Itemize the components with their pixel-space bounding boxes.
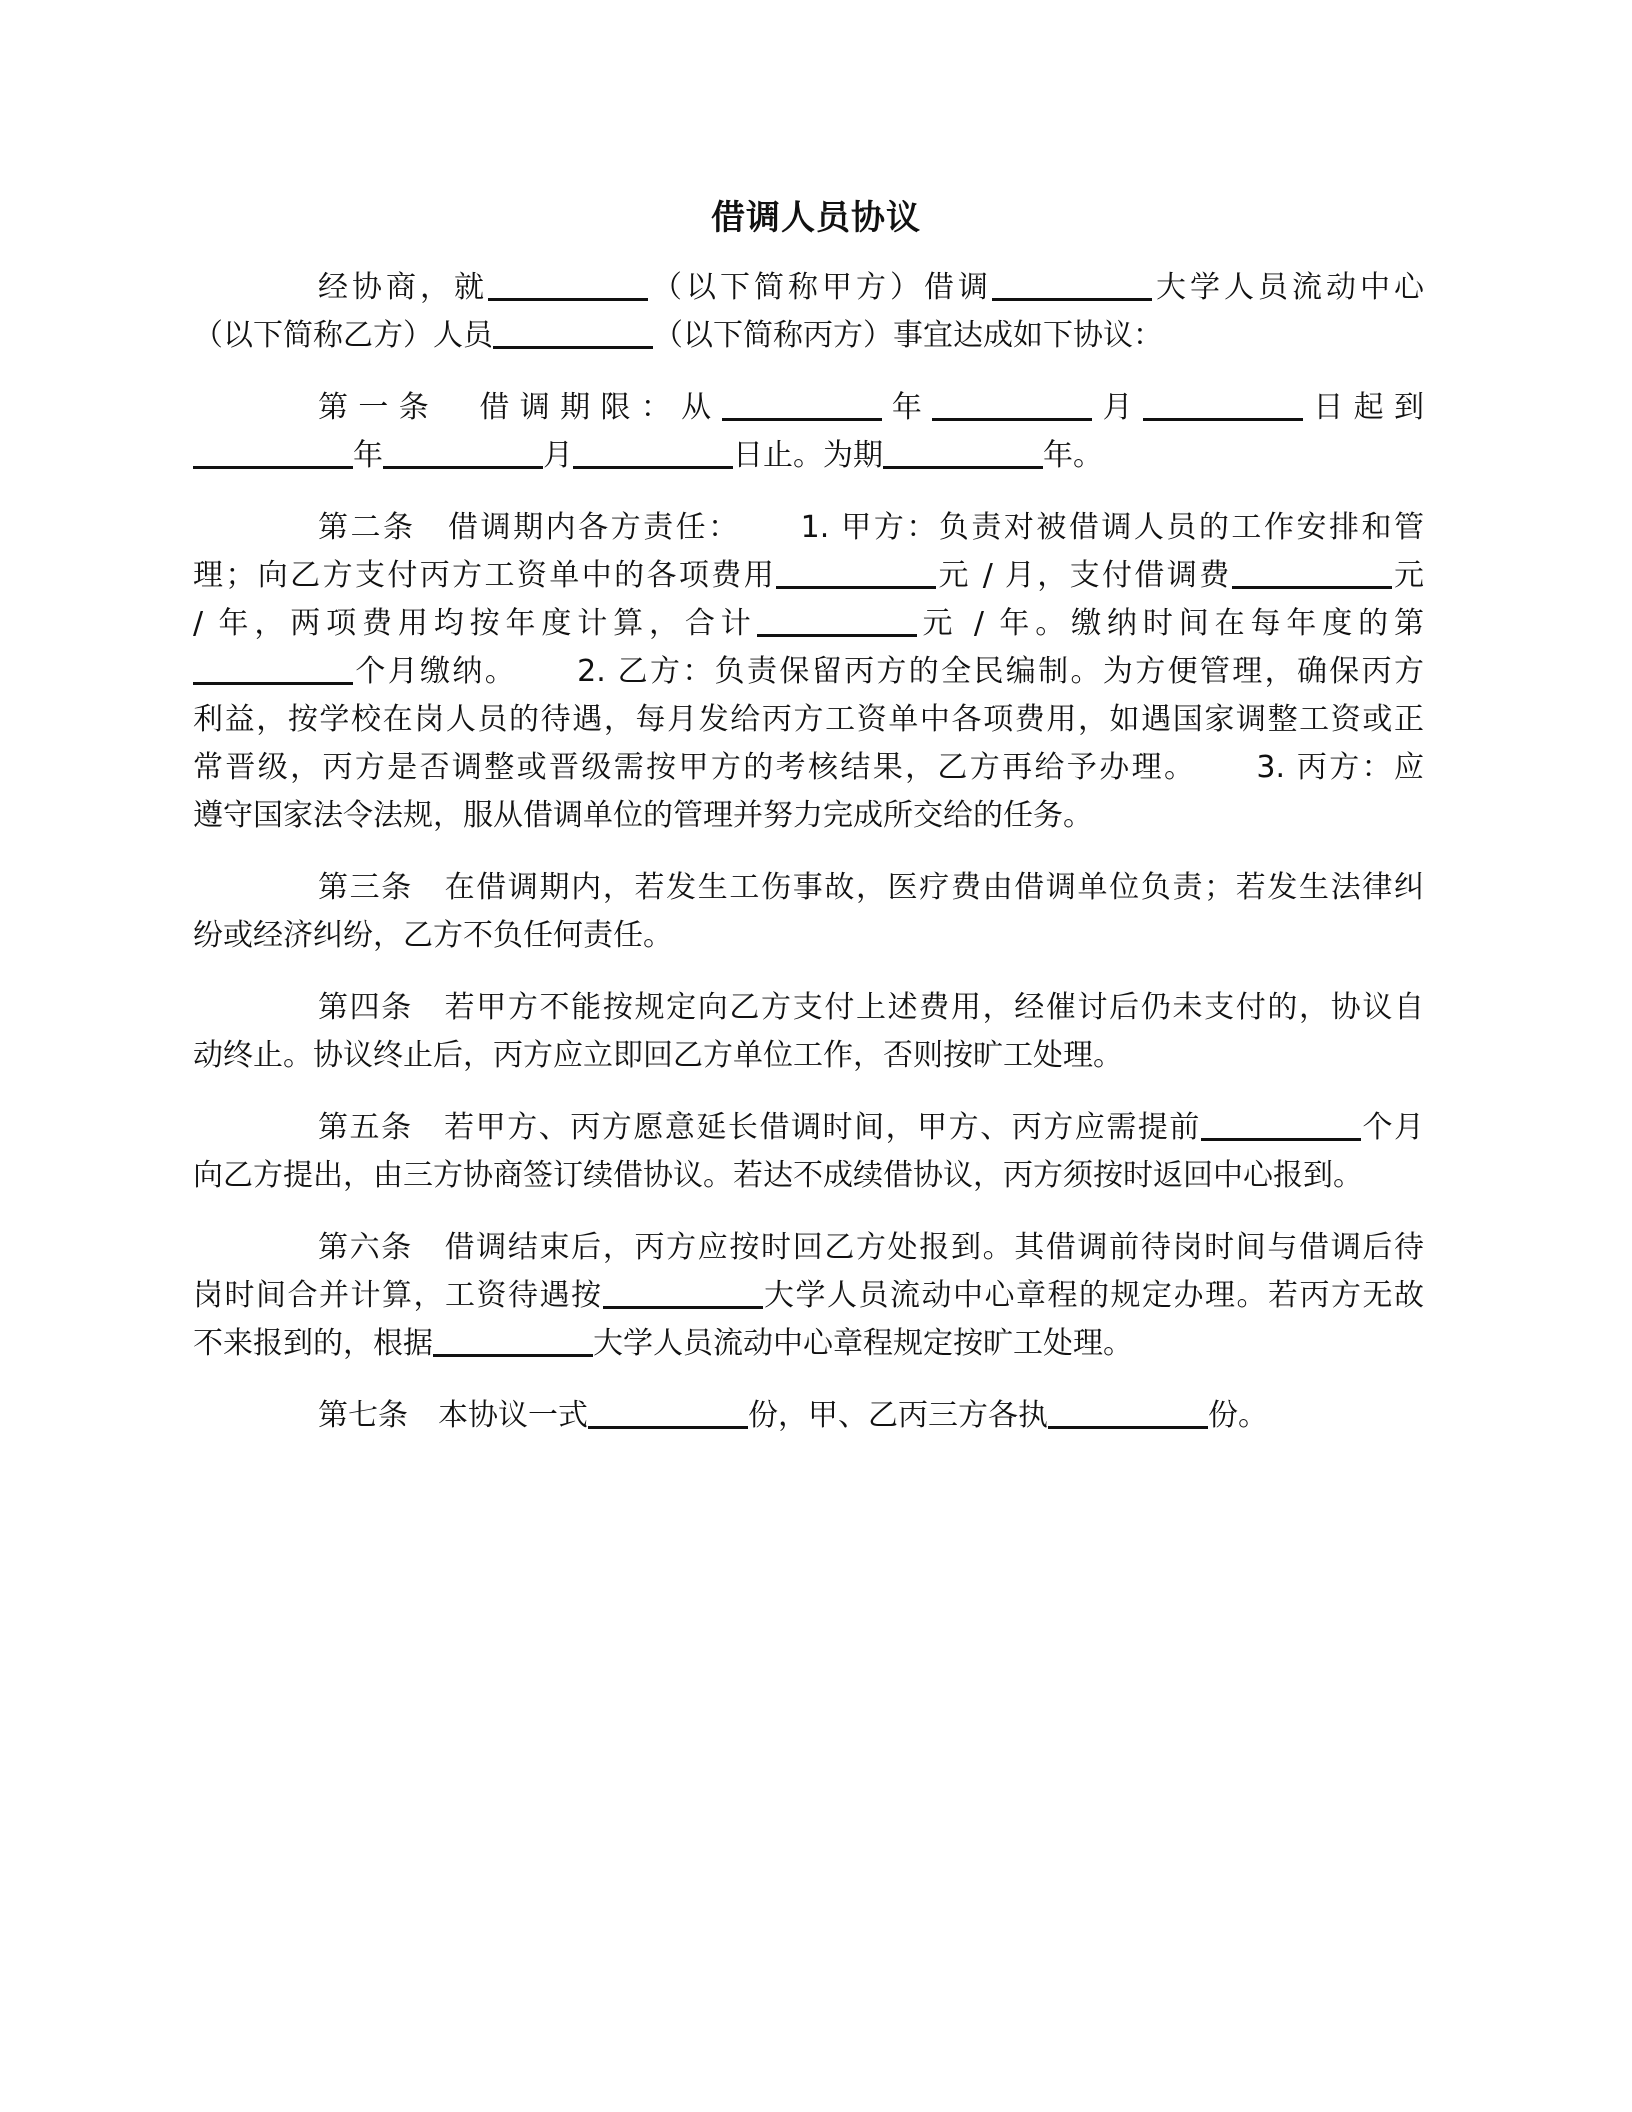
text-line	[193, 432, 1424, 480]
fill-in-blank[interactable]	[193, 436, 353, 469]
text-segment: 年	[881, 390, 933, 425]
fill-in-blank[interactable]	[488, 268, 648, 301]
text-segment: 1. 甲方：负责对被借调人员的工作安排和管	[800, 510, 1424, 545]
paragraph-article-7	[193, 1392, 1424, 1440]
text-line	[193, 384, 1424, 432]
text-segment: 份，甲、乙丙三方各执	[748, 1398, 1048, 1433]
fill-in-blank[interactable]	[493, 316, 653, 349]
paragraph-article-4	[193, 984, 1424, 1080]
text-segment: （以下简称丙方）事宜达成如下协议：	[653, 318, 1163, 353]
text-line	[193, 912, 1424, 960]
text-segment: 3. 丙方：应	[1256, 750, 1425, 785]
text-segment: 大学人员流动中心	[1152, 270, 1424, 305]
text-segment: 第三条 在借调期内，若发生工伤事故，医疗费由借调单位负责；若发生法律纠	[318, 870, 1424, 905]
text-line	[193, 1224, 1424, 1272]
text-segment: 利益，按学校在岗人员的待遇，每月发给丙方工资单中各项费用，如遇国家调整工资或正	[193, 702, 1424, 737]
text-segment: 第五条 若甲方、丙方愿意延长借调时间，甲方、丙方应需提前	[318, 1110, 1201, 1145]
text-segment: 个月	[1360, 1110, 1425, 1145]
paragraph-article-6	[193, 1224, 1424, 1368]
text-line	[193, 648, 1424, 696]
text-segment: 日起到	[1302, 390, 1425, 425]
fill-in-blank[interactable]	[573, 436, 733, 469]
text-segment: 第七条 本协议一式	[318, 1398, 588, 1433]
paragraph-article-3	[193, 864, 1424, 960]
text-line	[193, 504, 1424, 552]
text-segment: 2. 乙方：负责保留丙方的全民编制。为方便管理，确保丙方	[577, 654, 1425, 689]
text-line	[193, 984, 1424, 1032]
text-line	[193, 1272, 1424, 1320]
paragraph-article-1	[193, 384, 1424, 480]
text-segment: 第一条 借调期限：从	[318, 390, 722, 425]
fill-in-blank[interactable]	[883, 436, 1043, 469]
text-line	[193, 1152, 1424, 1200]
text-segment: 常晋级，丙方是否调整或晋级需按甲方的考核结果，乙方再给予办理。	[193, 750, 1197, 785]
fill-in-blank[interactable]	[1201, 1108, 1361, 1141]
text-segment: （以下简称乙方）人员	[193, 318, 493, 353]
text-segment: 遵守国家法令法规，服从借调单位的管理并努力完成所交给的任务。	[193, 798, 1093, 833]
paragraph-article-2	[193, 504, 1424, 840]
fill-in-blank[interactable]	[383, 436, 543, 469]
document-title: 借调人员协议	[711, 198, 921, 238]
text-line	[193, 1320, 1424, 1368]
paragraph-article-5	[193, 1104, 1424, 1200]
fill-in-blank[interactable]	[1232, 556, 1392, 589]
document-body	[193, 264, 1424, 1464]
text-line	[193, 552, 1424, 600]
fill-in-blank[interactable]	[992, 268, 1152, 301]
fill-in-blank[interactable]	[722, 388, 882, 421]
text-segment: 第六条 借调结束后，丙方应按时回乙方处报到。其借调前待岗时间与借调后待	[318, 1230, 1424, 1265]
text-segment: 经协商，就	[318, 270, 488, 305]
fill-in-blank[interactable]	[193, 652, 353, 685]
text-segment: 岗时间合并计算，工资待遇按	[193, 1278, 603, 1313]
text-segment: 第二条 借调期内各方责任：	[318, 510, 741, 545]
text-segment: / 年，两项费用均按年度计算，合计	[193, 606, 757, 641]
text-segment: 月	[543, 438, 573, 473]
paragraph-preamble	[193, 264, 1424, 360]
text-line	[193, 744, 1424, 792]
text-line	[193, 696, 1424, 744]
text-segment: 元 / 年。缴纳时间在每年度的第	[916, 606, 1424, 641]
text-segment: 纷或经济纠纷，乙方不负任何责任。	[193, 918, 673, 953]
text-line	[193, 1032, 1424, 1080]
text-segment: 大学人员流动中心章程规定按旷工处理。	[593, 1326, 1133, 1361]
text-segment: 元	[1391, 558, 1425, 593]
text-line	[193, 864, 1424, 912]
text-line	[193, 1104, 1424, 1152]
text-segment: 年	[353, 438, 383, 473]
text-segment: 份。	[1208, 1398, 1268, 1433]
text-segment: 大学人员流动中心章程的规定办理。若丙方无故	[762, 1278, 1424, 1313]
text-segment: 第四条 若甲方不能按规定向乙方支付上述费用，经催讨后仍未支付的，协议自	[318, 990, 1424, 1025]
text-line	[193, 312, 1424, 360]
text-segment: （以下简称甲方）借调	[648, 270, 992, 305]
text-line	[193, 600, 1424, 648]
text-segment: 年。	[1043, 438, 1103, 473]
fill-in-blank[interactable]	[776, 556, 936, 589]
text-segment: 元 / 月，支付借调费	[936, 558, 1232, 593]
text-segment: 向乙方提出，由三方协商签订续借协议。若达不成续借协议，丙方须按时返回中心报到。	[193, 1158, 1363, 1193]
text-line	[193, 264, 1424, 312]
fill-in-blank[interactable]	[932, 388, 1092, 421]
fill-in-blank[interactable]	[433, 1324, 593, 1357]
text-segment: 动终止。协议终止后，丙方应立即回乙方单位工作，否则按旷工处理。	[193, 1038, 1123, 1073]
fill-in-blank[interactable]	[1143, 388, 1303, 421]
text-segment: 不来报到的，根据	[193, 1326, 433, 1361]
text-line	[193, 792, 1424, 840]
text-segment: 理；向乙方支付丙方工资单中的各项费用	[193, 558, 777, 593]
fill-in-blank[interactable]	[603, 1276, 763, 1309]
fill-in-blank[interactable]	[1048, 1396, 1208, 1429]
fill-in-blank[interactable]	[588, 1396, 748, 1429]
fill-in-blank[interactable]	[757, 604, 917, 637]
text-line	[193, 1392, 1424, 1440]
text-segment: 日止。为期	[733, 438, 883, 473]
text-segment: 个月缴纳。	[353, 654, 518, 689]
text-segment: 月	[1092, 390, 1143, 425]
